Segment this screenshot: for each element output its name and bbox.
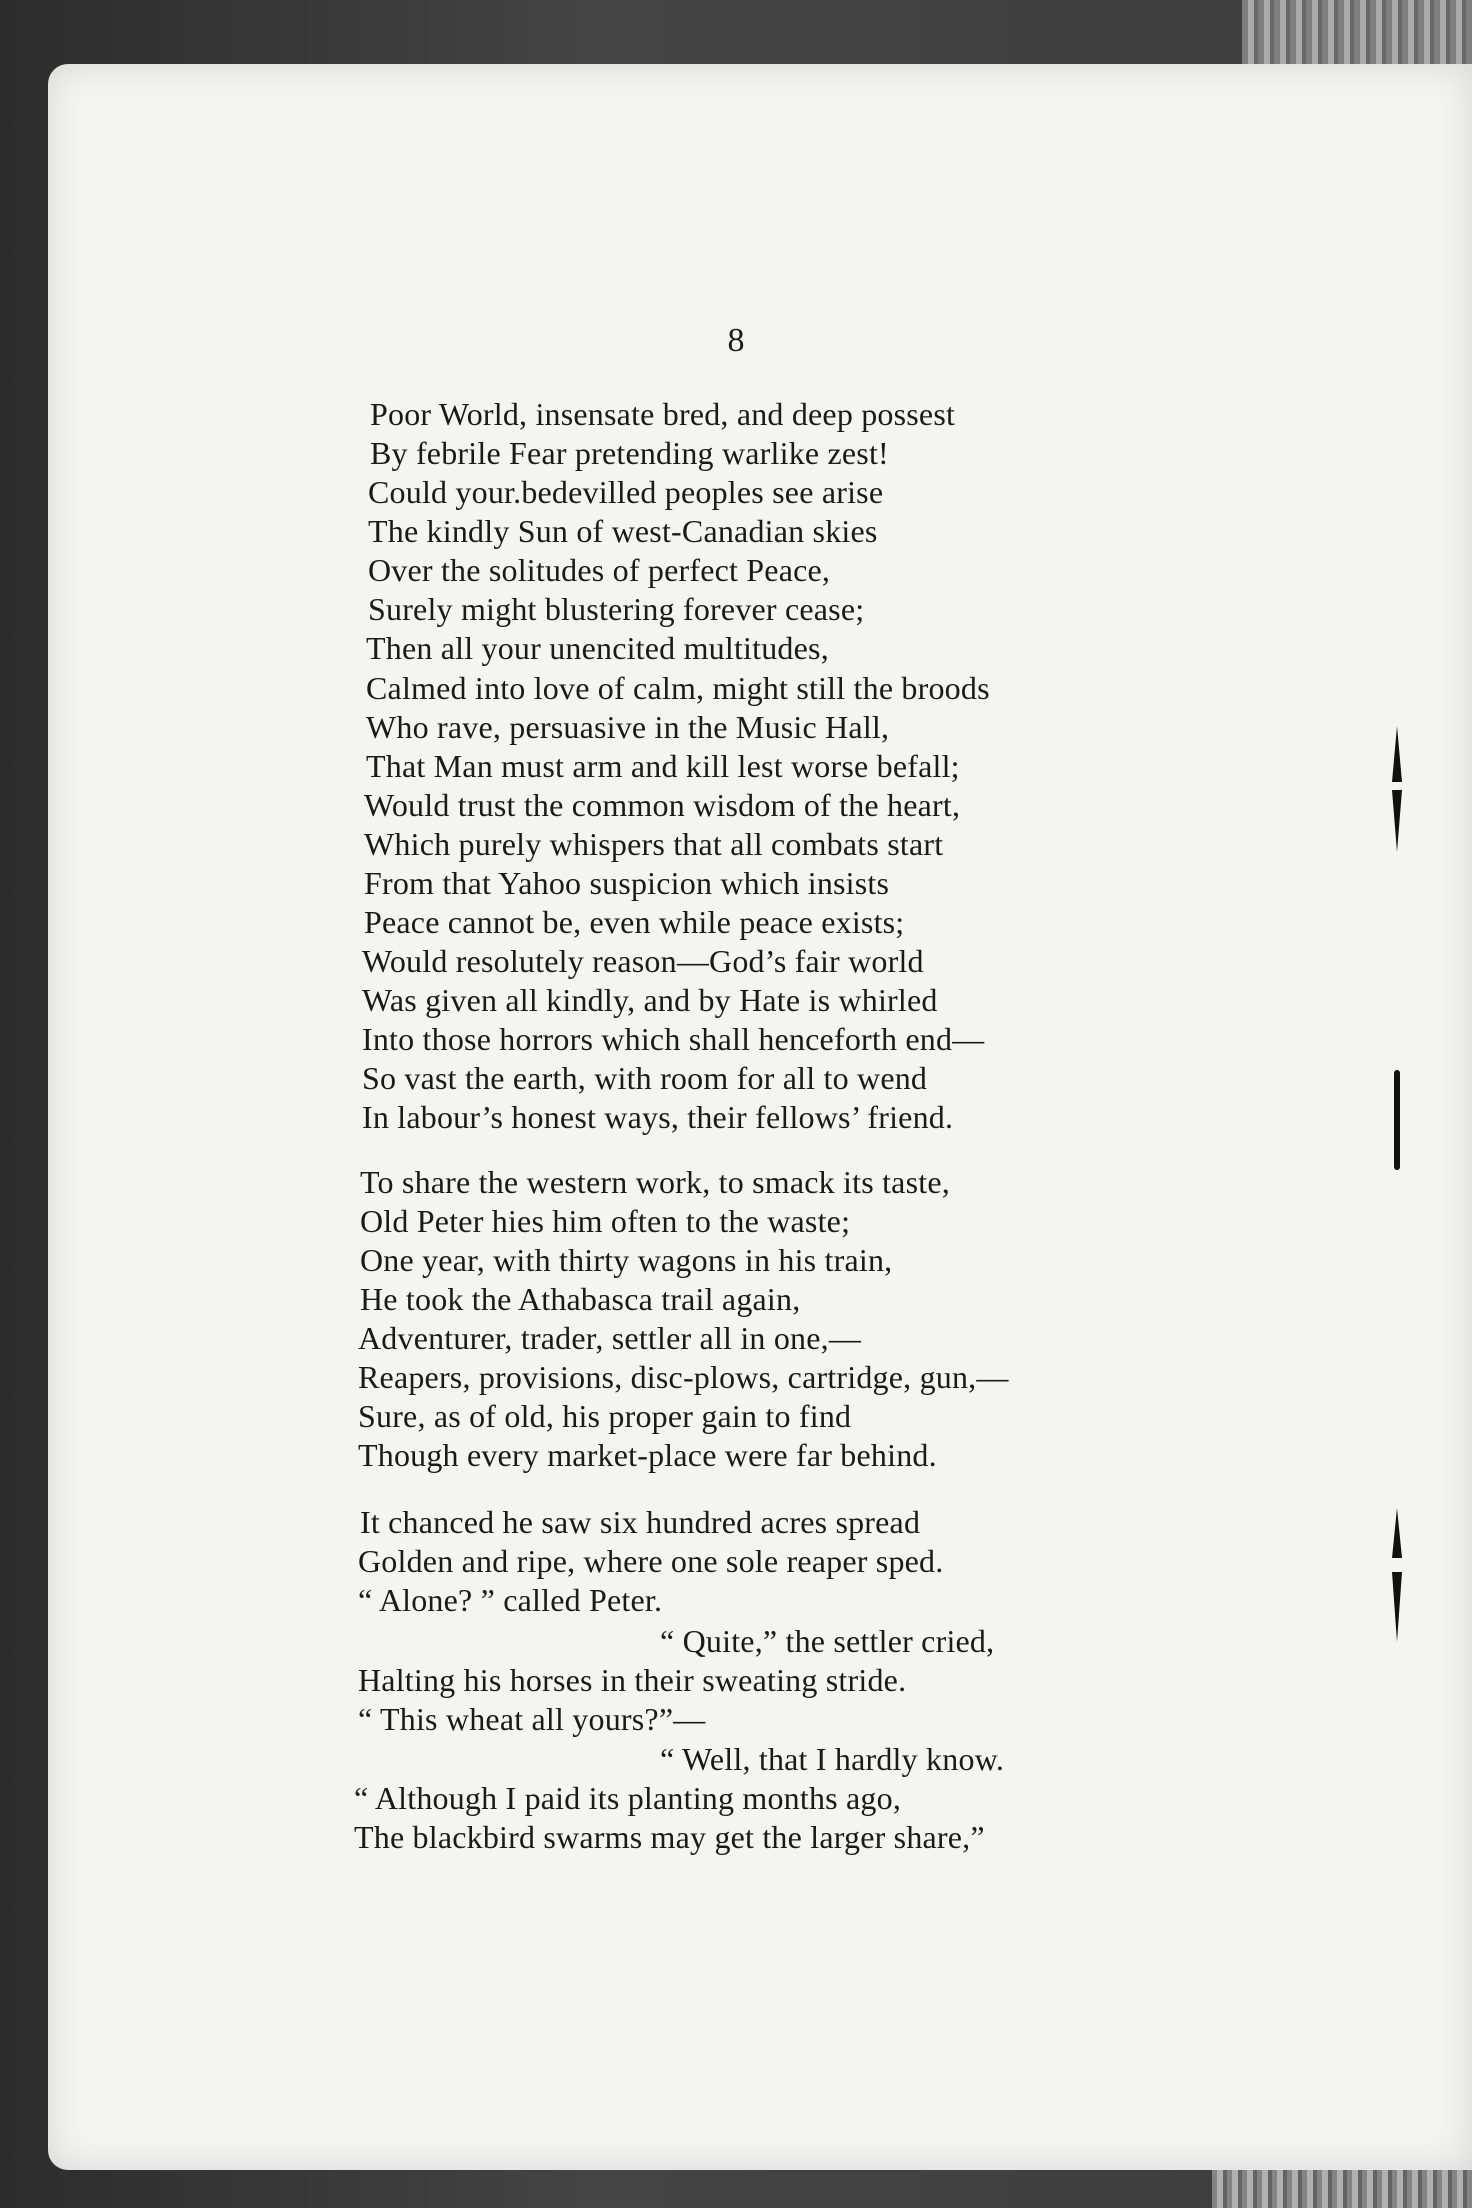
poem-line: Could your.bedevilled peoples see arise [368, 474, 884, 510]
poem-line: The blackbird swarms may get the larger share,” [354, 1819, 985, 1855]
poem-line: Golden and ripe, where one sole reaper sped. [358, 1543, 944, 1579]
poem-line: “ Although I paid its planting months ago, [354, 1780, 902, 1816]
poem-line: Calmed into love of calm, might still the broods [366, 670, 990, 706]
poem-line: Over the solitudes of perfect Peace, [368, 552, 831, 588]
page-number: 8 [727, 322, 745, 359]
poem-line: Which purely whispers that all combats start [364, 826, 944, 862]
poem-line: Sure, as of old, his proper gain to find [358, 1398, 852, 1434]
poem-line: That Man must arm and kill lest worse befall; [366, 748, 960, 784]
poem-line: He took the Athabasca trail again, [360, 1281, 801, 1317]
poem-line: “ Well, that I hardly know. [660, 1741, 1005, 1777]
poem-line: By febrile Fear pretending warlike zest! [370, 435, 889, 471]
poem-line: Who rave, persuasive in the Music Hall, [366, 709, 890, 745]
poem-line: Into those horrors which shall henceforth end— [362, 1021, 985, 1057]
poem-line: “ Alone? ” called Peter. [358, 1582, 663, 1618]
fabric-edge-top [1242, 0, 1472, 70]
poem-line: So vast the earth, with room for all to wend [362, 1060, 928, 1096]
poem-line: Then all your unencited multitudes, [366, 630, 829, 666]
poem-line: From that Yahoo suspicion which insists [364, 865, 890, 901]
poem-line: “ This wheat all yours?”— [358, 1701, 706, 1737]
poem-line: Peace cannot be, even while peace exists; [364, 904, 905, 940]
poem-line: “ Quite,” the settler cried, [660, 1623, 995, 1659]
poem-line: It chanced he saw six hundred acres spread [360, 1504, 921, 1540]
poem-line: One year, with thirty wagons in his train, [360, 1242, 893, 1278]
poem-line: Old Peter hies him often to the waste; [360, 1203, 851, 1239]
poem-line: Halting his horses in their sweating stride. [358, 1662, 907, 1698]
poem-line: Would resolutely reason—God’s fair world [362, 943, 924, 979]
poem-line: Surely might blustering forever cease; [368, 591, 865, 627]
margin-mark [1394, 1070, 1400, 1170]
poem-line: Though every market-place were far behind. [358, 1437, 937, 1473]
poem-line: The kindly Sun of west-Canadian skies [368, 513, 878, 549]
poem-line: Reapers, provisions, disc-plows, cartridge, gun,— [358, 1359, 1009, 1395]
poem-line: Adventurer, trader, settler all in one,— [358, 1320, 862, 1356]
poem-line: To share the western work, to smack its taste, [360, 1164, 950, 1200]
poem-line: Would trust the common wisdom of the heart, [364, 787, 961, 823]
poem-line: Was given all kindly, and by Hate is whirled [362, 982, 938, 1018]
poem-line: Poor World, insensate bred, and deep possest [370, 396, 956, 432]
poem-line: In labour’s honest ways, their fellows’ friend. [362, 1099, 954, 1135]
